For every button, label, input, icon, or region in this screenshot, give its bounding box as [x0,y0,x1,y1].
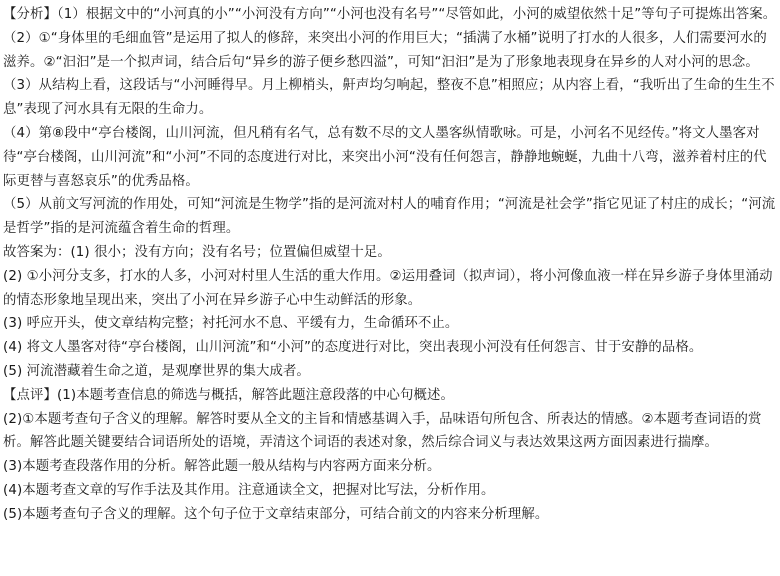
comment-q2-paragraph: (2)①本题考查句子含义的理解。解答时要从全文的主旨和情感基调入手，品味语句所包含、所表达的情感。②本题考查词语的赏析。解答此题关键要结合词语所处的语境，弄清这个词语的表述对象，然后综合词义与表达效果这两方面因素进行揣摩。 [3,411,762,451]
comment-q1-paragraph: 【点评】(1)本题考查信息的筛选与概括，解答此题注意段落的中心句概述。 [3,387,454,403]
answer-q1-paragraph: 故答案为：(1) 很小；没有方向；没有名号；位置偏但威望十足。 [3,244,391,260]
comment-q3-paragraph: (3)本题考查段落作用的分析。解答此题一般从结构与内容两方面来分析。 [3,459,441,475]
analysis-q1-paragraph: 【分析】（1）根据文中的“小河真的小”“小河没有方向”“小河也没有名号”“尽管如此，小河的威望依然十足”等句子可提炼出答案。 [3,7,777,22]
answer-q3-paragraph: (3) 呼应开头，使文章结构完整；衬托河水不息、平缓有力，生命循环不止。 [3,316,459,332]
analysis-q3-paragraph: （3）从结构上看，这段话与“小河睡得早。月上柳梢头，鼾声均匀响起，整夜不息”相照应；从内容上看，“我听出了生命的生生不息”表现了河水具有无限的生命力。 [3,78,775,118]
answer-q2-paragraph: (2) ①小河分支多，打水的人多，小河对村里人生活的重大作用。②运用叠词（拟声词），将小河像血液一样在异乡游子身体里涌动的情态形象地呈现出来，突出了小河在异乡游子心中生动鲜活的形象。 [3,268,773,308]
answer-q5-paragraph: (5) 河流潜藏着生命之道，是观摩世界的集大成者。 [3,363,310,379]
comment-q4-paragraph: (4)本题考查文章的写作手法及其作用。注意通读全文，把握对比写法，分析作用。 [3,482,495,498]
analysis-q5-paragraph: （5）从前文写河流的作用处，可知“河流是生物学”指的是河流对村人的哺育作用；“河流是社会学”指它见证了村庄的成长；“河流是哲学”指的是河流蕴含着生命的哲理。 [3,197,776,237]
analysis-q2-paragraph: （2）①“身体里的毛细血管”是运用了拟人的修辞，来突出小河的作用巨大；“插满了水桶”说明了打水的人很多，人们需要河水的滋养。②“汩汩”是一个拟声词，结合后句“异乡的游子便乡愁四溢”，可知“汩汩”是为了形象地表现身在异乡的人对小河的思念。 [3,30,767,70]
analysis-q4-paragraph: （4）第⑧段中“亭台楼阁，山川河流，但凡稍有名气，总有数不尽的文人墨客纵情歌咏。可是，小河名不见经传。”将文人墨客对待“亭台楼阁，山川河流”和“小河”不同的态度进行对比，来突出小河“没有任何怨言，静静地蜿蜒，九曲十八弯，滋养着村庄的代际更替与喜怒哀乐”的优秀品格。 [3,125,767,189]
comment-q5-paragraph: (5)本题考查句子含义的理解。这个句子位于文章结束部分，可结合前文的内容来分析理解。 [3,506,549,522]
answer-q4-paragraph: (4) 将文人墨客对待“亭台楼阁，山川河流”和“小河”的态度进行对比，突出表现小河没有任何怨言、甘于安静的品格。 [3,340,703,356]
